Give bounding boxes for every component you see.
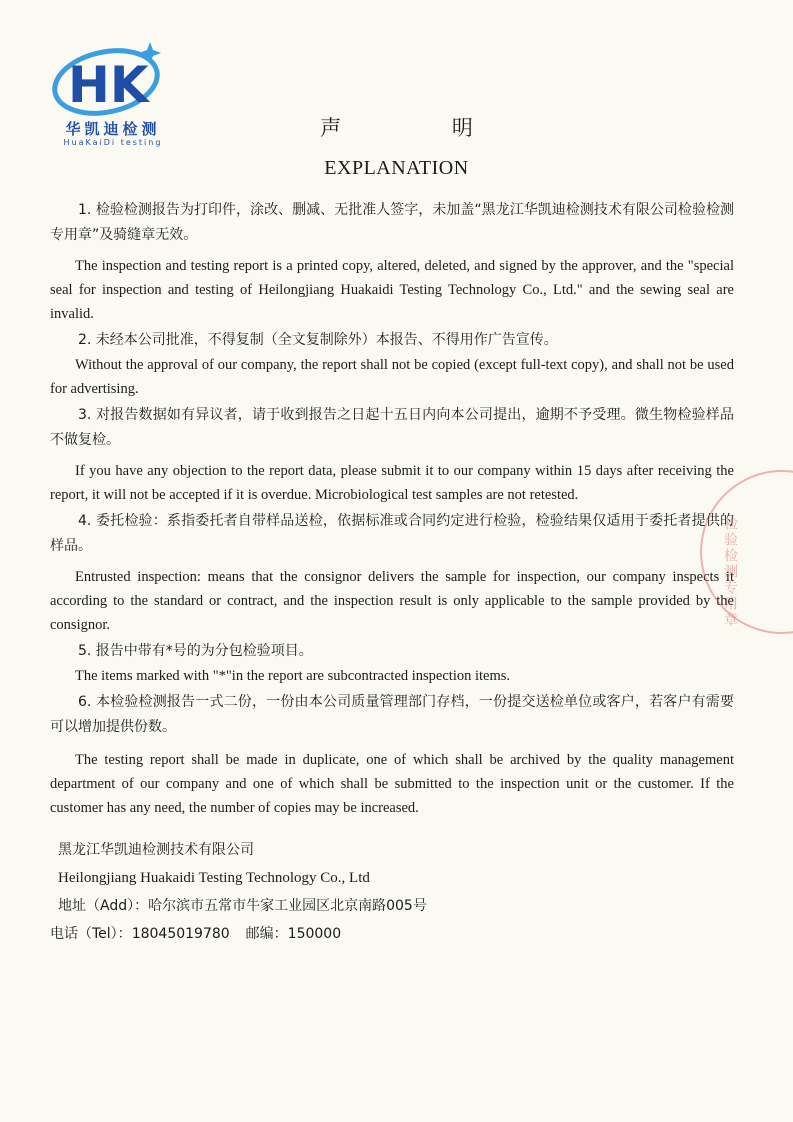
postcode-label: 邮编： bbox=[245, 926, 288, 942]
company-info bbox=[50, 836, 650, 948]
phone-label: 电话（Tel）： bbox=[50, 926, 132, 942]
address-label: 地址（Add）： bbox=[58, 898, 149, 914]
company-contact bbox=[50, 920, 650, 948]
page-title-en: EXPLANATION bbox=[324, 157, 469, 179]
seal-text: 检验检测专用章 bbox=[722, 516, 738, 628]
address-value: 哈尔滨市五常市牛家工业园区北京南路005号 bbox=[148, 898, 427, 914]
clause-1-en: The inspection and testing report is a printed copy, altered, deleted, and signed by the approver, and the "special seal for inspection and testing of Heilongjiang Huakaidi Testing Technology Co., Ltd." and the sewing seal are invalid. bbox=[50, 258, 734, 322]
brand-name-cn: 华凯迪检测 bbox=[65, 120, 161, 138]
clause-3-cn: 3. 对报告数据如有异议者，请于收到报告之日起十五日内向本公司提出，逾期不予受理。微生物检验样品不做复检。 bbox=[50, 407, 734, 448]
brand-name-en: HuaKaiDi testing bbox=[63, 138, 163, 147]
company-name-cn: 黑龙江华凯迪检测技术有限公司 bbox=[58, 842, 254, 858]
clause-5-cn: 5. 报告中带有*号的为分包检验项目。 bbox=[78, 643, 313, 659]
phone-value: 18045019780 bbox=[131, 926, 230, 942]
logo-mark-icon bbox=[50, 40, 170, 118]
clause-5-en: The items marked with "*"in the report are subcontracted inspection items. bbox=[75, 668, 511, 684]
page-title-cn: 声 明 bbox=[320, 116, 525, 140]
company-address bbox=[50, 892, 650, 920]
clause-4-cn: 4. 委托检验：系指委托者自带样品送检，依据标准或合同约定进行检验，检验结果仅适用于委托者提供的样品。 bbox=[50, 513, 734, 554]
clause-6-en: The testing report shall be made in duplicate, one of which shall be archived by the quality management department of our company and one of which shall be submitted to the inspection unit or the customer. If the customer has any need, the number of copies may be increased. bbox=[50, 752, 734, 816]
clause-2-cn: 2. 未经本公司批准，不得复制（全文复制除外）本报告、不得用作广告宣传。 bbox=[78, 332, 558, 348]
clause-4-en: Entrusted inspection: means that the consignor delivers the sample for inspection, our company inspects it according to the standard or contract, and the inspection result is only applicable to the sample provided by the consignor. bbox=[50, 569, 734, 633]
clause-1-cn: 1. 检验检测报告为打印件，涂改、删减、无批准人签字，未加盖“黑龙江华凯迪检测技术有限公司检验检测专用章”及骑缝章无效。 bbox=[50, 202, 734, 243]
postcode-value: 150000 bbox=[287, 926, 342, 942]
explanation-body bbox=[50, 198, 734, 822]
company-name-en: Heilongjiang Huakaidi Testing Technology Co., Ltd bbox=[58, 870, 370, 886]
logo-letters: HK bbox=[68, 56, 149, 114]
clause-3-en: If you have any objection to the report data, please submit it to our company within 15 days after receiving the report, it will not be accepted if it is overdue. Microbiological test samples are not retested. bbox=[50, 463, 734, 503]
clause-2-en: Without the approval of our company, the report shall not be copied (except full-text copy), and shall not be used for advertising. bbox=[50, 357, 734, 397]
clause-6-cn: 6. 本检验检测报告一式二份，一份由本公司质量管理部门存档，一份提交送检单位或客户，若客户有需要可以增加提供份数。 bbox=[50, 694, 734, 735]
